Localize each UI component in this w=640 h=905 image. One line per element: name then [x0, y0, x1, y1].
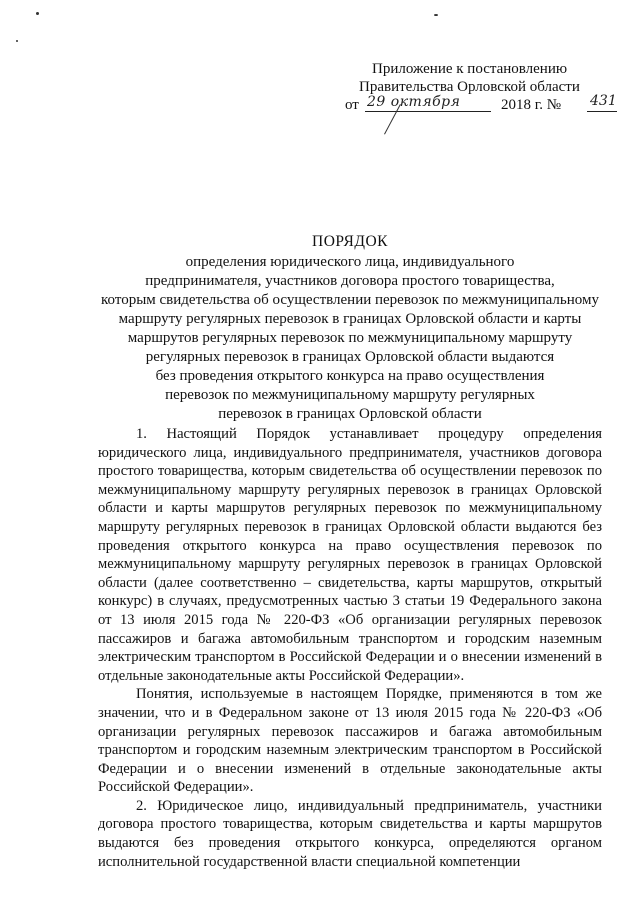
handwritten-number: 431: [590, 93, 617, 109]
number-underline: [587, 111, 617, 112]
appendix-year-number-label: 2018 г. №: [501, 97, 562, 113]
title-line: перевозок по межмуниципальному маршруту регулярных: [165, 387, 535, 403]
document-title: [80, 232, 620, 424]
title-line: маршруту регулярных перевозок в границах Орловской области и карты: [118, 311, 582, 327]
title-heading: ПОРЯДОК: [312, 233, 388, 250]
title-line: предпринимателя, участников договора простого товарищества,: [145, 273, 555, 289]
title-line: определения юридического лица, индивидуального: [185, 254, 515, 270]
title-line: без проведения открытого конкурса на право осуществления: [155, 368, 545, 384]
title-line: регулярных перевозок в границах Орловской области выдаются: [145, 349, 555, 365]
scan-speck: [16, 40, 18, 42]
date-underline: [365, 111, 491, 112]
appendix-block: [345, 60, 625, 116]
body-paragraph-1: 1. Настоящий Порядок устанавливает процедуру определения юридического лица, индивидуального предпринимателя, участников договора простого товарищества, которым свидетельства об осуществлении перевозок по межмуниципальному маршруту регулярных перевозок в границах Орловской области и карты маршрутов регулярных перевозок по межмуниципальному маршруту регулярных перевозок в границах Орловской области выдаются без проведения открытого конкурса на право осуществления перевозок по межмуниципальному маршруту регулярных перевозок в границах Орловской области (далее соответственно – свидетельства, карты маршрутов, открытый конкурс) в случаях, предусмотренных частью 3 статьи 19 Федерального закона от 13 июля 2015 года № 220-ФЗ «Об организации регулярных перевозок пассажиров и багажа автомобильным транспортом и городским наземным электрическим транспортом в Российской Федерации и о внесении изменений в отдельные законодательные акты Российской Федерации».: [98, 426, 602, 684]
scan-speck: [36, 12, 39, 15]
appendix-prefix: от: [345, 97, 359, 113]
appendix-line-2: Правительства Орловской области: [359, 79, 580, 95]
handwritten-date: 29 октября: [367, 94, 461, 110]
title-line: маршрутов регулярных перевозок по межмуниципальному маршруту: [127, 330, 573, 346]
document-body: [98, 425, 602, 871]
title-line: перевозок в границах Орловской области: [218, 406, 482, 422]
appendix-date-line: [345, 93, 625, 116]
scan-speck: [434, 14, 438, 16]
body-paragraph-3: 2. Юридическое лицо, индивидуальный предприниматель, участники договора простого товарищества, которым свидетельства и карты маршрутов выдаются без проведения открытого конкурса, определяются органом исполнительной государственной власти специальной компетенции: [98, 797, 602, 870]
body-paragraph-2: Понятия, используемые в настоящем Порядке, применяются в том же значении, что и в Федеральном законе от 13 июля 2015 года № 220-ФЗ «Об организации регулярных перевозок пассажиров и багажа автомобильным транспортом и городским наземным электрическим транспортом в Российской Федерации и о внесении изменений в отдельные законодательные акты Российской Федерации».: [98, 686, 602, 796]
appendix-line-1: Приложение к постановлению: [372, 61, 568, 77]
title-line: которым свидетельства об осуществлении перевозок по межмуниципальному: [101, 292, 599, 308]
